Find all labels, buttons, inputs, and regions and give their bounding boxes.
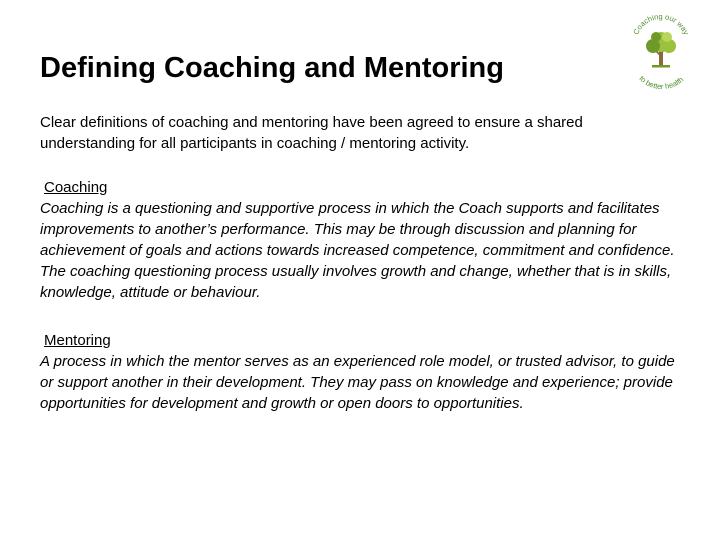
logo-top-text: Coaching our way bbox=[631, 11, 691, 37]
logo bbox=[628, 6, 694, 90]
coaching-section bbox=[40, 177, 680, 303]
logo-bottom-text: to better health bbox=[637, 74, 686, 90]
page-title: Defining Coaching and Mentoring bbox=[40, 52, 504, 84]
tree-icon bbox=[646, 32, 676, 68]
coaching-heading: Coaching bbox=[44, 179, 108, 196]
mentoring-definition: A process in which the mentor serves as an experienced role model, or trusted advisor, to guide or support another in their development. They may pass on knowledge and experience; provide opportunities for development and growth or open doors to opportunities. bbox=[40, 353, 675, 412]
mentoring-heading: Mentoring bbox=[44, 332, 111, 349]
intro-paragraph: Clear definitions of coaching and mentoring have been agreed to ensure a shared understanding for all participants in coaching / mentoring activity. bbox=[40, 114, 583, 152]
coaching-definition: Coaching is a questioning and supportive process in which the Coach supports and facilitates improvements to another’s performance. This may be through discussion and planning for achievement of goals and actions towards increased competence, commitment and confidence. The coaching questioning process usually involves growth and change, whether that is in skills, knowledge, attitude or behaviour. bbox=[40, 200, 675, 301]
mentoring-section bbox=[40, 330, 680, 414]
